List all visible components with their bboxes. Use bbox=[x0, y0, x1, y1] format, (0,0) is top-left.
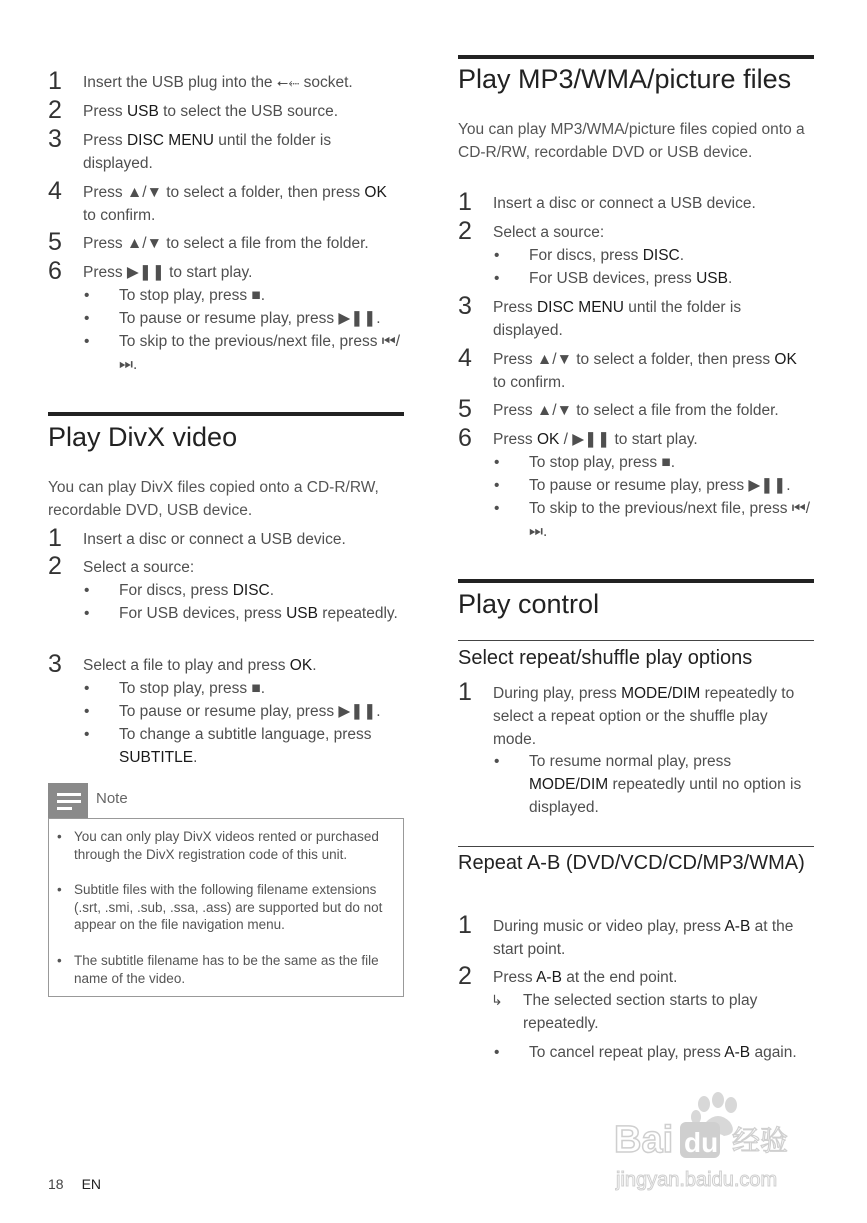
mp3-step-1: 1 Insert a disc or connect a USB device. bbox=[458, 188, 756, 216]
mp3-bullet-skip: • To skip to the previous/next file, press ⏮/⏭. bbox=[494, 500, 811, 540]
usb-icon: ⭠⬸ bbox=[276, 74, 300, 90]
svg-text:Bai: Bai bbox=[614, 1119, 674, 1161]
repeat-rule bbox=[458, 640, 814, 641]
divx-bullet-pause: • To pause or resume play, press ▶❚❚. bbox=[84, 703, 381, 720]
mp3-bullet-pause: • To pause or resume play, press ▶❚❚. bbox=[494, 477, 791, 494]
repeat-bullet-resume: • To resume normal play, press MODE/DIM repeatedly until no option is displayed. bbox=[494, 753, 802, 816]
repeat-step-1: 1 During play, press MODE/DIM repeatedly to select a repeat option or the shuffle play mode. bbox=[458, 678, 795, 748]
note-box bbox=[48, 818, 404, 997]
note-item: • The subtitle filename has to be the same as the file name of the video. bbox=[57, 953, 379, 986]
usb-step-5: 5 Press ▲/▼ to select a file from the folder. bbox=[48, 228, 369, 256]
mp3-bullet-stop: • To stop play, press ■. bbox=[494, 454, 676, 471]
svg-text:du: du bbox=[684, 1127, 719, 1158]
ab-rule bbox=[458, 846, 814, 847]
control-rule bbox=[458, 579, 814, 583]
mp3-step-2: 2 Select a source: bbox=[458, 217, 605, 245]
usb-step-3: 3 Press DISC MENU until the folder is displayed. bbox=[48, 125, 332, 172]
control-title: Play control bbox=[458, 589, 600, 619]
page-footer bbox=[48, 1176, 101, 1192]
divx-src-usb: • For USB devices, press USB repeatedly. bbox=[84, 605, 398, 622]
baidu-paw-icon bbox=[614, 1092, 814, 1192]
ab-step-2: 2 Press A-B at the end point. bbox=[458, 962, 678, 990]
usb-bullet-pause: • To pause or resume play, press ▶❚❚. bbox=[84, 310, 381, 327]
svg-text:经验: 经验 bbox=[732, 1124, 789, 1157]
mp3-src-usb: • For USB devices, press USB. bbox=[494, 270, 733, 287]
mp3-title: Play MP3/WMA/picture files bbox=[458, 64, 792, 94]
usb-bullet-skip: • To skip to the previous/next file, press ⏮/⏭. bbox=[84, 333, 401, 373]
language-code: EN bbox=[81, 1176, 102, 1192]
note-header bbox=[48, 783, 404, 819]
divx-src-disc: • For discs, press DISC. bbox=[84, 582, 275, 599]
mp3-intro: You can play MP3/WMA/picture files copied onto a CD-R/RW, recordable DVD or USB device. bbox=[458, 121, 805, 161]
note-item: • Subtitle files with the following filename extensions (.srt, .smi, .sub, .ssa, .ass) are supported but do not appear on the file navigation menu. bbox=[57, 882, 383, 932]
note-item: • You can only play DivX videos rented or purchased through the DivX registration code of this unit. bbox=[57, 829, 379, 862]
divx-step-2: 2 Select a source: bbox=[48, 552, 195, 580]
mp3-step-6: 6 Press OK / ▶❚❚ to start play. bbox=[458, 424, 698, 452]
note-icon bbox=[48, 783, 88, 819]
usb-step-6: 6 Press ▶❚❚ to start play. bbox=[48, 257, 253, 285]
divx-bullet-stop: • To stop play, press ■. bbox=[84, 680, 266, 697]
repeat-title: Select repeat/shuffle play options bbox=[458, 647, 753, 669]
usb-step-4: 4 Press ▲/▼ to select a folder, then press OK to confirm. bbox=[48, 177, 387, 224]
ab-step-1: 1 During music or video play, press A-B at the start point. bbox=[458, 911, 794, 958]
divx-rule bbox=[48, 412, 404, 416]
divx-intro: You can play DivX files copied onto a CD-R/RW, recordable DVD, USB device. bbox=[48, 479, 379, 519]
usb-step-1: 1 Insert the USB plug into the ⭠⬸ socket. bbox=[48, 67, 353, 95]
ab-title: Repeat A-B (DVD/VCD/CD/MP3/WMA) bbox=[458, 852, 805, 874]
divx-step-3: 3 Select a file to play and press OK. bbox=[48, 650, 317, 678]
usb-step-2: 2 Press USB to select the USB source. bbox=[48, 96, 339, 124]
divx-bullet-subtitle: • To change a subtitle language, press SUBTITLE. bbox=[84, 726, 372, 766]
result-arrow-icon: ↳ bbox=[491, 992, 503, 1008]
svg-text:jingyan.baidu.com: jingyan.baidu.com bbox=[616, 1169, 778, 1191]
mp3-rule bbox=[458, 55, 814, 59]
mp3-step-5: 5 Press ▲/▼ to select a file from the folder. bbox=[458, 395, 779, 423]
ab-result: ↳ The selected section starts to play repeatedly. bbox=[458, 989, 814, 1035]
baidu-watermark bbox=[614, 1092, 814, 1192]
note-label: Note bbox=[96, 790, 128, 807]
mp3-step-4: 4 Press ▲/▼ to select a folder, then press OK to confirm. bbox=[458, 344, 797, 391]
divx-step-1: 1 Insert a disc or connect a USB device. bbox=[48, 524, 346, 552]
mp3-step-3: 3 Press DISC MENU until the folder is displayed. bbox=[458, 292, 742, 339]
ab-cancel: • To cancel repeat play, press A-B again. bbox=[494, 1044, 797, 1061]
usb-bullet-stop: • To stop play, press ■. bbox=[84, 287, 266, 304]
mp3-src-disc: • For discs, press DISC. bbox=[494, 247, 685, 264]
page-number: 18 bbox=[48, 1176, 64, 1192]
divx-title: Play DivX video bbox=[48, 422, 238, 452]
